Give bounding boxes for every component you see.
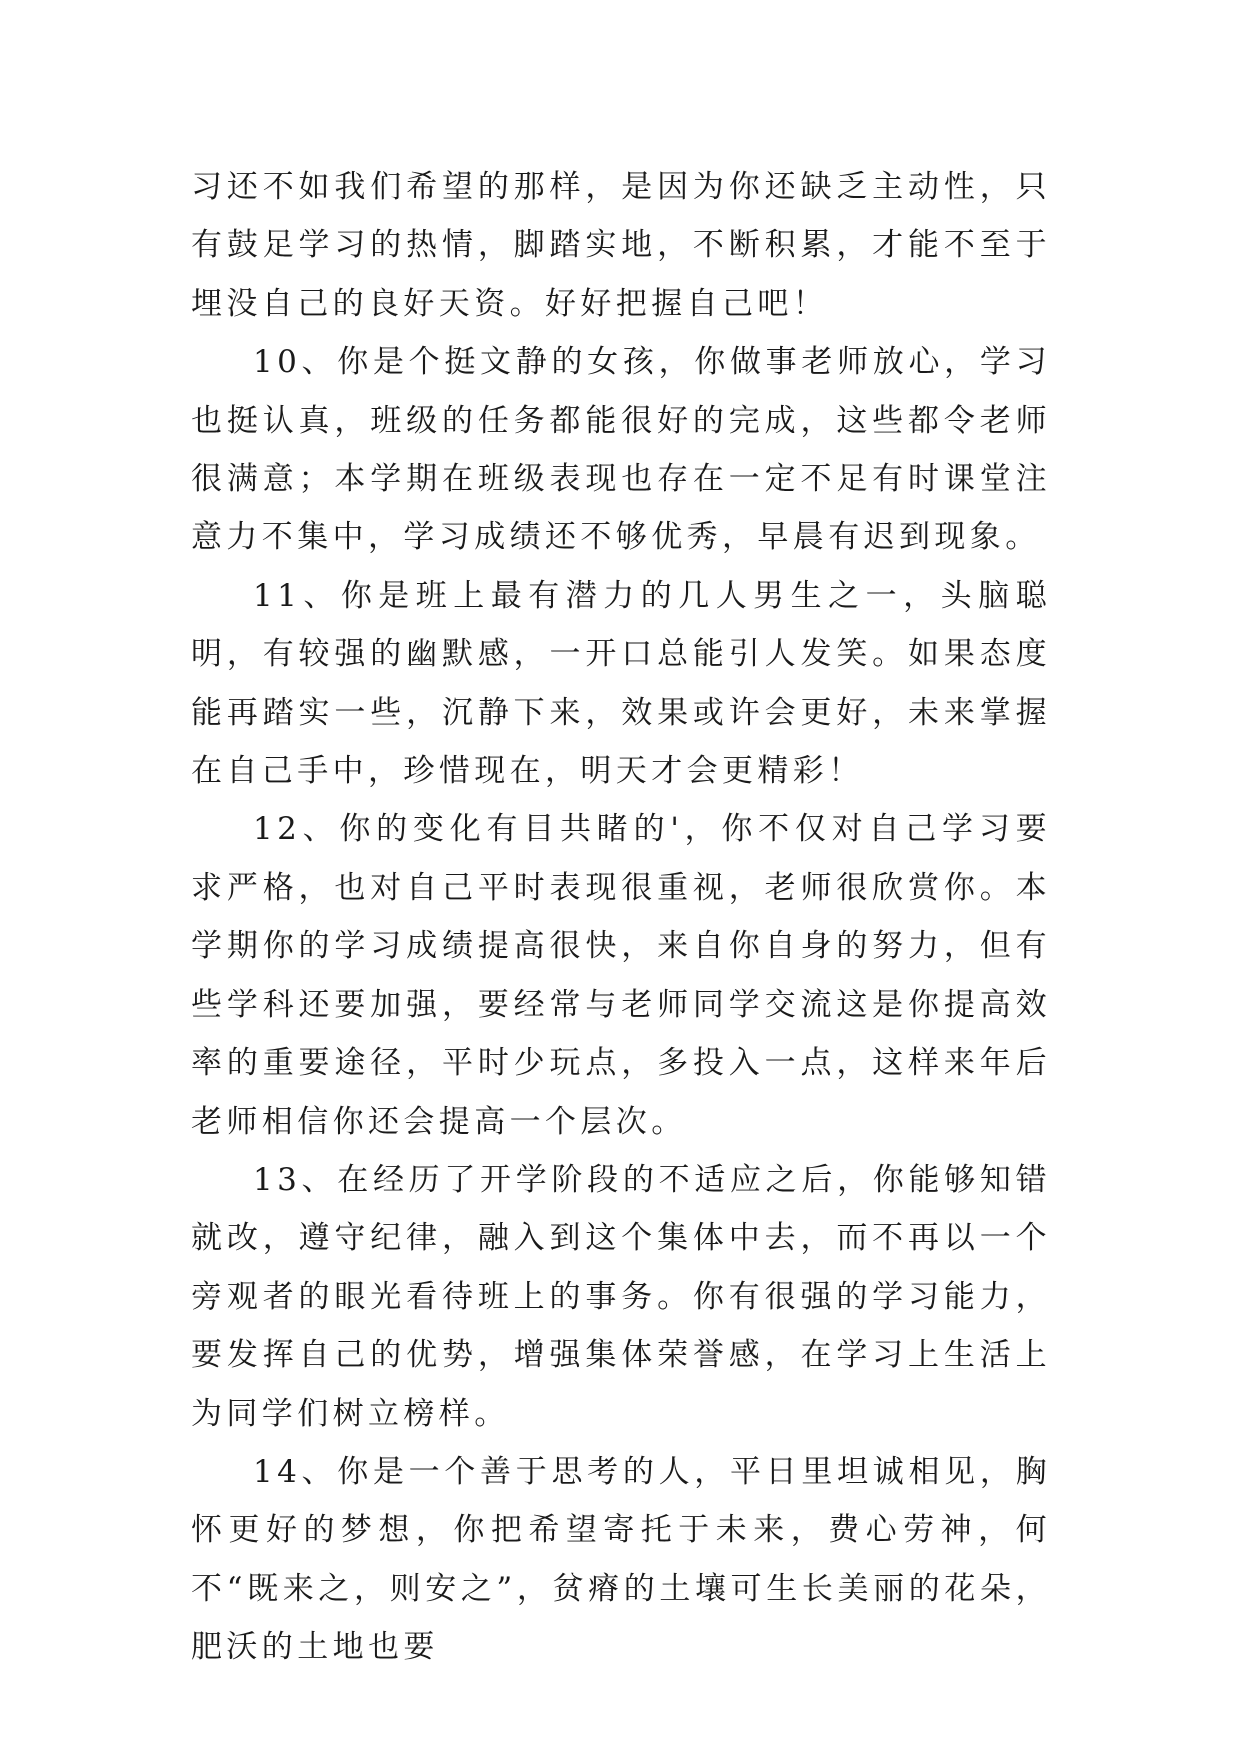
paragraph-12: 12、你的变化有目共睹的'，你不仅对自己学习要求严格，也对自己平时表现很重视，老师很欣赏你。本学期你的学习成绩提高很快，来自你自身的努力，但有些学科还要加强，要经常与老师同学交流这是你提高效率的重要途径，平时少玩点，多投入一点，这样来年后老师相信你还会提高一个层次。 — [191, 811, 1051, 1140]
paragraph-14: 14、你是一个善于思考的人，平日里坦诚相见，胸怀更好的梦想，你把希望寄托于未来，费心劳神，何不“既来之，则安之”，贫瘠的土壤可生长美丽的花朵，肥沃的土地也要 — [191, 1453, 1051, 1666]
paragraph-13: 13、在经历了开学阶段的不适应之后，你能够知错就改，遵守纪律，融入到这个集体中去，而不再以一个旁观者的眼光看待班上的事务。你有很强的学习能力，要发挥自己的优势，增强集体荣誉感，在学习上生活上为同学们树立榜样。 — [191, 1161, 1051, 1432]
document-body — [191, 158, 1051, 1677]
paragraph-11: 11、你是班上最有潜力的几人男生之一，头脑聪明，有较强的幽默感，一开口总能引人发笑。如果态度能再踏实一些，沉静下来，效果或许会更好，未来掌握在自己手中，珍惜现在，明天才会更精彩！ — [191, 577, 1051, 790]
paragraph-9-continued: 习还不如我们希望的那样，是因为你还缺乏主动性，只有鼓足学习的热情，脚踏实地，不断积累，才能不至于埋没自己的良好天资。好好把握自己吧！ — [191, 169, 1051, 322]
paragraph-10: 10、你是个挺文静的女孩，你做事老师放心，学习也挺认真，班级的任务都能很好的完成，这些都令老师很满意；本学期在班级表现也存在一定不足有时课堂注意力不集中，学习成绩还不够优秀，早晨有迟到现象。 — [191, 344, 1051, 556]
